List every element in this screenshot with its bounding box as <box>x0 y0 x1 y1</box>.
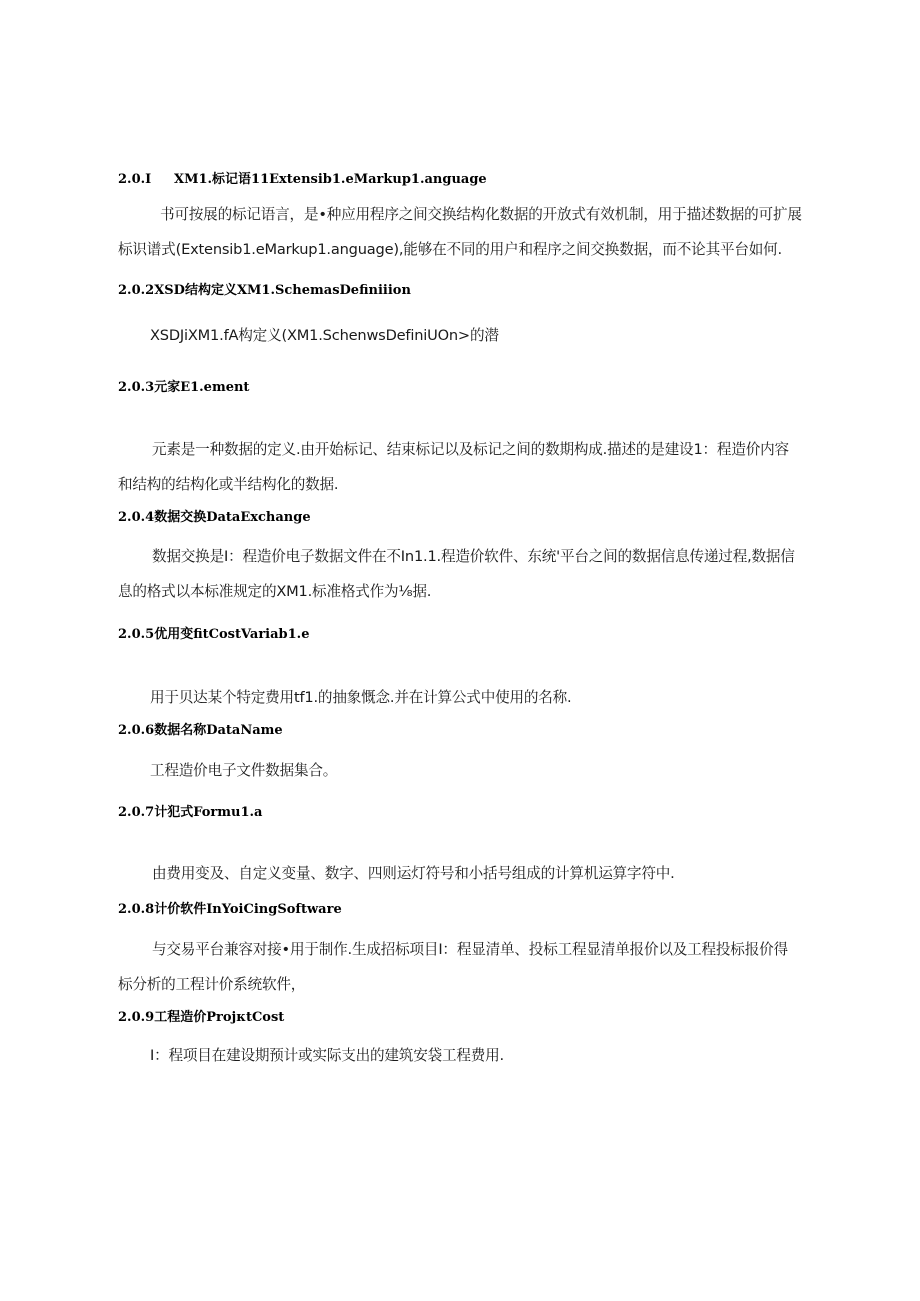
section-heading <box>118 1009 284 1027</box>
section-title: 计价软件InYoiCingSoftware <box>154 902 342 917</box>
section-heading <box>118 901 342 919</box>
section-title: XSD结构定义XM1.SchemasDefiniiion <box>154 283 411 298</box>
section-title: 元家E1.ement <box>154 380 250 395</box>
section-body: 由费用变及、自定义变量、数字、四则运灯符号和小括号组成的计算机运算字符中. <box>152 865 675 882</box>
section-title: 计犯式Formu1.a <box>154 805 263 820</box>
section-body: XSDJiXM1.fA构定义(XM1.SchenwsDefiniUOn>的潜 <box>150 327 499 344</box>
section-heading <box>118 282 411 300</box>
section-heading <box>118 509 311 527</box>
section-number: 2.0.5 <box>118 627 155 642</box>
section-number: 2.0.3 <box>118 380 155 395</box>
section-body: 用于贝达某个特定费用tf1.的抽象慨念.并在计算公式中使用的名称. <box>150 689 572 706</box>
section-body: 书可按展的标记语言，是•种应用程序之间交换结构化数据的开放式有效机制，用于描述数据的可扩展标识谱式(Extensib1.eMarkup1.anguage),能够在不同的用户和程序之间交换数据，而不论其平台如何. <box>118 206 802 258</box>
section-number: 2.0.9 <box>118 1010 155 1025</box>
section-heading <box>118 171 487 189</box>
section-number: 2.0.8 <box>118 902 155 917</box>
section-number: 2.0.7 <box>118 805 155 820</box>
section-heading <box>118 626 309 644</box>
section-title: 工程造价ProjκtCost <box>154 1010 285 1025</box>
section-heading <box>118 804 262 822</box>
section-number: 2.0.4 <box>118 510 155 525</box>
section-title: 数据名称DataName <box>154 723 283 738</box>
section-body: 元素是一种数据的定义.由开始标记、结束标记以及标记之间的数期构成.描述的是建设1：程造价内容和结构的结构化或半结构化的数据. <box>118 441 789 493</box>
section-title: 数据交换DataExchange <box>154 510 311 525</box>
section-number: 2.0.6 <box>118 723 155 738</box>
section-body: I：程项目在建设期预计或实际支出的建筑安袋工程费用. <box>150 1047 504 1064</box>
section-body: 数据交换是I：程造价电子数据文件在不In1.1.程造价软件、东统'平台之间的数据信息传递过程,数据信息的格式以本标准规定的XM1.标准格式作为⅛据. <box>118 548 795 600</box>
section-number: 2.0.I <box>118 172 152 187</box>
section-title: XM1.标记语11Extensib1.eMarkup1.anguage <box>174 172 487 187</box>
section-body: 与交易平台兼容对接•用于制作.生成招标项目I：程显清单、投标工程显清单报价以及工程投标报价得标分析的工程计价系统软件， <box>118 941 788 993</box>
section-body: 工程造价电子文件数据集合。 <box>150 762 338 779</box>
section-number: 2.0.2 <box>118 283 155 298</box>
section-heading <box>118 722 283 740</box>
section-title: 优用变fitCostVariab1.e <box>154 627 310 642</box>
section-heading <box>118 379 249 397</box>
